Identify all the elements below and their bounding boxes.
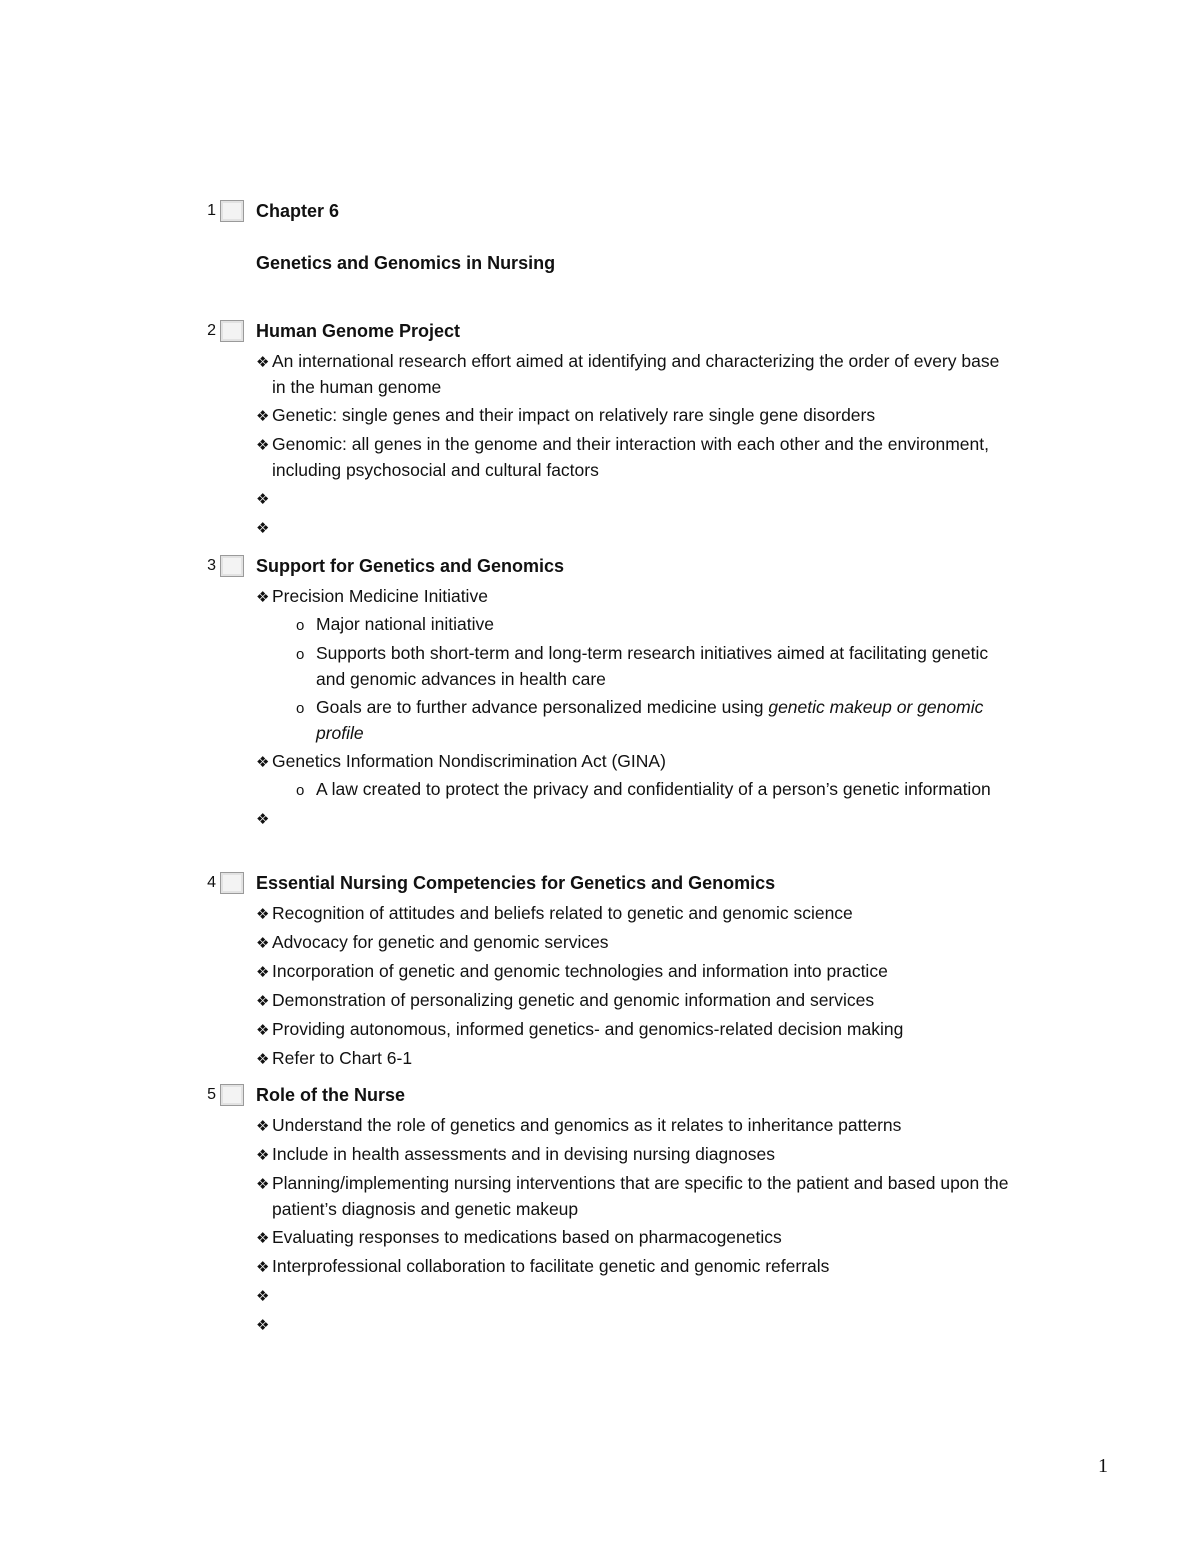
diamond-bullet-icon: ❖ [256, 1230, 270, 1247]
list-item [256, 515, 1016, 541]
sub-bullet-list [272, 777, 1016, 803]
circle-bullet-icon: o [296, 700, 305, 717]
sub-list-item: o Goals are to further advance personalized medicine using genetic makeup or genomic profile [296, 697, 984, 743]
page-number: 1 [1098, 1455, 1108, 1477]
list-item: ❖ Recognition of attitudes and beliefs related to genetic and genomic science [256, 901, 1016, 927]
circle-bullet-icon: o [296, 782, 305, 799]
diamond-bullet-icon: ❖ [256, 354, 270, 371]
list-item [256, 1283, 1016, 1309]
list-item [256, 486, 1016, 512]
diamond-bullet-icon: ❖ [256, 491, 270, 508]
diamond-bullet-icon: ❖ [256, 1288, 270, 1305]
diamond-bullet-icon: ❖ [256, 589, 270, 606]
slide-title: Essential Nursing Competencies for Genetics and Genomics [256, 873, 776, 893]
slide-subtitle: Genetics and Genomics in Nursing [256, 253, 556, 273]
list-item: ❖ Providing autonomous, informed genetics- and genomics-related decision making [256, 1017, 1016, 1043]
slide-number: 1 [207, 202, 216, 219]
slide-number: 3 [207, 557, 216, 574]
sub-list-item: o Major national initiative [272, 612, 1016, 638]
slide-thumbnail-icon [220, 200, 244, 222]
list-item: ❖ Genetic: single genes and their impact on relatively rare single gene disorders [256, 403, 1016, 429]
bullet-list [256, 584, 1016, 832]
diamond-bullet-icon: ❖ [256, 1022, 270, 1039]
slide-thumbnail-icon [220, 320, 244, 342]
list-item: ❖ Genomic: all genes in the genome and their interaction with each other and the environment, including psychosocial and cultural factors [256, 434, 989, 480]
sub-bullet-list [272, 612, 1016, 746]
list-item: ❖ Evaluating responses to medications based on pharmacogenetics [256, 1225, 1016, 1251]
diamond-bullet-icon: ❖ [256, 811, 270, 828]
italic-text: genetic makeup or genomic profile [316, 697, 984, 743]
diamond-bullet-icon: ❖ [256, 964, 270, 981]
list-item: ❖ Interprofessional collaboration to facilitate genetic and genomic referrals [256, 1254, 1016, 1280]
diamond-bullet-icon: ❖ [256, 935, 270, 952]
slide-thumbnail-icon [220, 872, 244, 894]
list-item: ❖ Genetics Information Nondiscrimination Act (GINA) o A law created to protect the privacy and confidentiality of a person’s genetic information [256, 749, 1016, 803]
list-item: ❖ Refer to Chart 6-1 [256, 1046, 1016, 1072]
diamond-bullet-icon: ❖ [256, 1147, 270, 1164]
diamond-bullet-icon: ❖ [256, 993, 270, 1010]
list-item: ❖ Precision Medicine Initiative o Major national initiative o Supports both short-term and long-term research initiatives aimed at facilitating genetic and genomic advances in health care o Goals are to further advance personalized medicine using genetic makeup or genomic profile [256, 584, 1016, 746]
sub-list-item: o Supports both short-term and long-term research initiatives aimed at facilitating genetic and genomic advances in health care [296, 643, 989, 689]
slide-title: Human Genome Project [256, 321, 461, 341]
diamond-bullet-icon: ❖ [256, 906, 270, 923]
slide-title: Role of the Nurse [256, 1085, 406, 1105]
circle-bullet-icon: o [296, 617, 305, 634]
sub-list-item: o A law created to protect the privacy and confidentiality of a person’s genetic information [272, 777, 1016, 803]
list-item: ❖ An international research effort aimed at identifying and characterizing the order of every base in the human genome [256, 351, 1000, 397]
slide-number: 4 [207, 874, 216, 891]
diamond-bullet-icon: ❖ [256, 1317, 270, 1334]
list-item: ❖ Planning/implementing nursing interventions that are specific to the patient and based upon the patient’s diagnosis and genetic makeup [256, 1173, 1009, 1219]
diamond-bullet-icon: ❖ [256, 1051, 270, 1068]
slide-title: Support for Genetics and Genomics [256, 556, 565, 576]
bullet-list [256, 349, 1016, 541]
circle-bullet-icon: o [296, 646, 305, 663]
slide-number: 2 [207, 322, 216, 339]
diamond-bullet-icon: ❖ [256, 408, 270, 425]
list-item: ❖ Incorporation of genetic and genomic technologies and information into practice [256, 959, 1016, 985]
diamond-bullet-icon: ❖ [256, 1118, 270, 1135]
list-item: ❖ Include in health assessments and in devising nursing diagnoses [256, 1142, 1016, 1168]
diamond-bullet-icon: ❖ [256, 1259, 270, 1276]
bullet-list [256, 1113, 1016, 1338]
list-item: ❖ Understand the role of genetics and genomics as it relates to inheritance patterns [256, 1113, 1016, 1139]
slide-number: 5 [207, 1086, 216, 1103]
list-item [256, 806, 1016, 832]
list-item: ❖ Demonstration of personalizing genetic and genomic information and services [256, 988, 1016, 1014]
diamond-bullet-icon: ❖ [256, 437, 270, 454]
slide-thumbnail-icon [220, 555, 244, 577]
diamond-bullet-icon: ❖ [256, 520, 270, 537]
bullet-list [256, 901, 1016, 1072]
slide-title: Chapter 6 [256, 201, 340, 221]
diamond-bullet-icon: ❖ [256, 754, 270, 771]
slide-thumbnail-icon [220, 1084, 244, 1106]
diamond-bullet-icon: ❖ [256, 1176, 270, 1193]
list-item [256, 1312, 1016, 1338]
list-item: ❖ Advocacy for genetic and genomic services [256, 930, 1016, 956]
